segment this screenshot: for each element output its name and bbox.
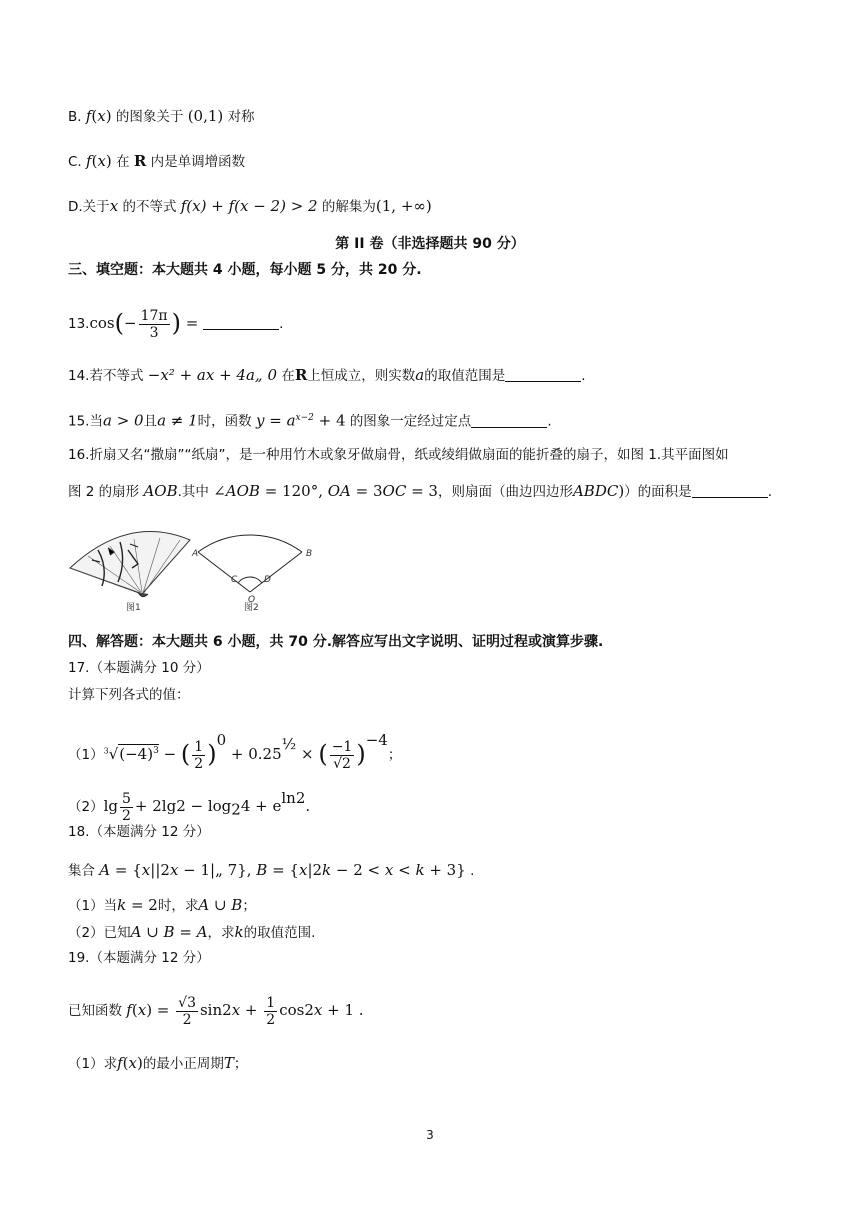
q17-part2: （2）lg $\frac{5}{2}$ + $2\lg 2 - \log_24 + e^{ln2}$. — [68, 789, 311, 824]
label-b: B — [306, 549, 313, 559]
answer-blank — [692, 483, 768, 498]
q13-fraction: $\frac{17\pi}{3}$ — [140, 307, 168, 341]
q18-part2: （2）已知A ∪ B = A，求k的取值范围. — [68, 923, 316, 941]
part4-heading: 四、解答题：本大题共 6 小题，共 70 分.解答应写出文字说明、证明过程或演算步骤. — [68, 634, 604, 650]
question-14: 14.若不等式 −x² + ax + 4a„ 0 在R上恒成立，则实数a的取值范围是 . — [68, 366, 586, 384]
fan-image — [70, 532, 190, 597]
q18-title: 18.（本题满分 12 分） — [68, 824, 210, 840]
q18-sets: 集合 A = {x||2x − 1|„ 7}, B = {x|2k − 2 < x < k + 3} . — [68, 861, 475, 879]
page-number: 3 — [426, 1128, 434, 1142]
fig2-label: 图2 — [244, 603, 259, 613]
question-15: 15.当a > 0且a ≠ 1时，函数 $y = a^{x-2} + 4$ 的图象一定经过定点 . — [68, 411, 552, 430]
fan-figures — [68, 520, 328, 616]
question-13: 13.cos(− $\frac{17\pi}{3}$ ) = . — [68, 307, 284, 341]
answer-blank — [505, 367, 581, 382]
label-d: D — [264, 575, 271, 585]
option-c: C. f(x) 在 R 内是单调增函数 — [68, 152, 246, 170]
part3-heading: 三、填空题：本大题共 4 小题，每小题 5 分，共 20 分. — [68, 262, 422, 278]
q19-part1: （1）求f(x)的最小正周期T； — [68, 1054, 248, 1072]
answer-blank — [471, 413, 547, 428]
q17-intro: 计算下列各式的值： — [68, 687, 190, 703]
q19-function: 已知函数 f(x) = $\frac{√3}{2}$ sin2x + $\frac{1}{2}$ cos2x + 1 . — [68, 994, 364, 1028]
question-16-line1: 16.折扇又名“撒扇”“纸扇”，是一种用竹木或象牙做扇骨，纸或绫绢做扇面的能折叠的扇子，如图 1.其平面图如 — [68, 447, 729, 463]
label-a: A — [192, 549, 199, 559]
option-d: D.关于x 的不等式 f(x) + f(x − 2) > 2 的解集为(1, +∞) — [68, 197, 432, 215]
fig1-label: 图1 — [126, 603, 141, 613]
option-b: B. f(x) 的图象关于 (0,1) 对称 — [68, 107, 255, 125]
label-c: C — [231, 575, 238, 585]
q17-part1: $(1)^3√(-4)^3$ − ( $\frac{1}{2}$ )$^0 + 0.25^{\frac{1}{2}}$ × ( $\frac{-1}{√2}$ )$^{-4}$； — [68, 731, 402, 772]
sector-diagram — [198, 535, 302, 592]
q18-part1: （1）当k = 2时，求A ∪ B； — [68, 896, 256, 914]
question-16-line2: 图 2 的扇形 AOB.其中 ∠AOB = 120°, OA = 3OC = 3，则扇面（曲边四边形ABDC)）的面积是 . — [68, 482, 772, 500]
fx-expression: f — [85, 107, 92, 125]
q19-title: 19.（本题满分 12 分） — [68, 950, 210, 966]
q17-title: 17.（本题满分 10 分） — [68, 660, 210, 676]
answer-blank — [203, 315, 279, 330]
section-title: 第 II 卷（非选择题共 90 分） — [335, 236, 525, 252]
label-o: O — [248, 595, 256, 605]
